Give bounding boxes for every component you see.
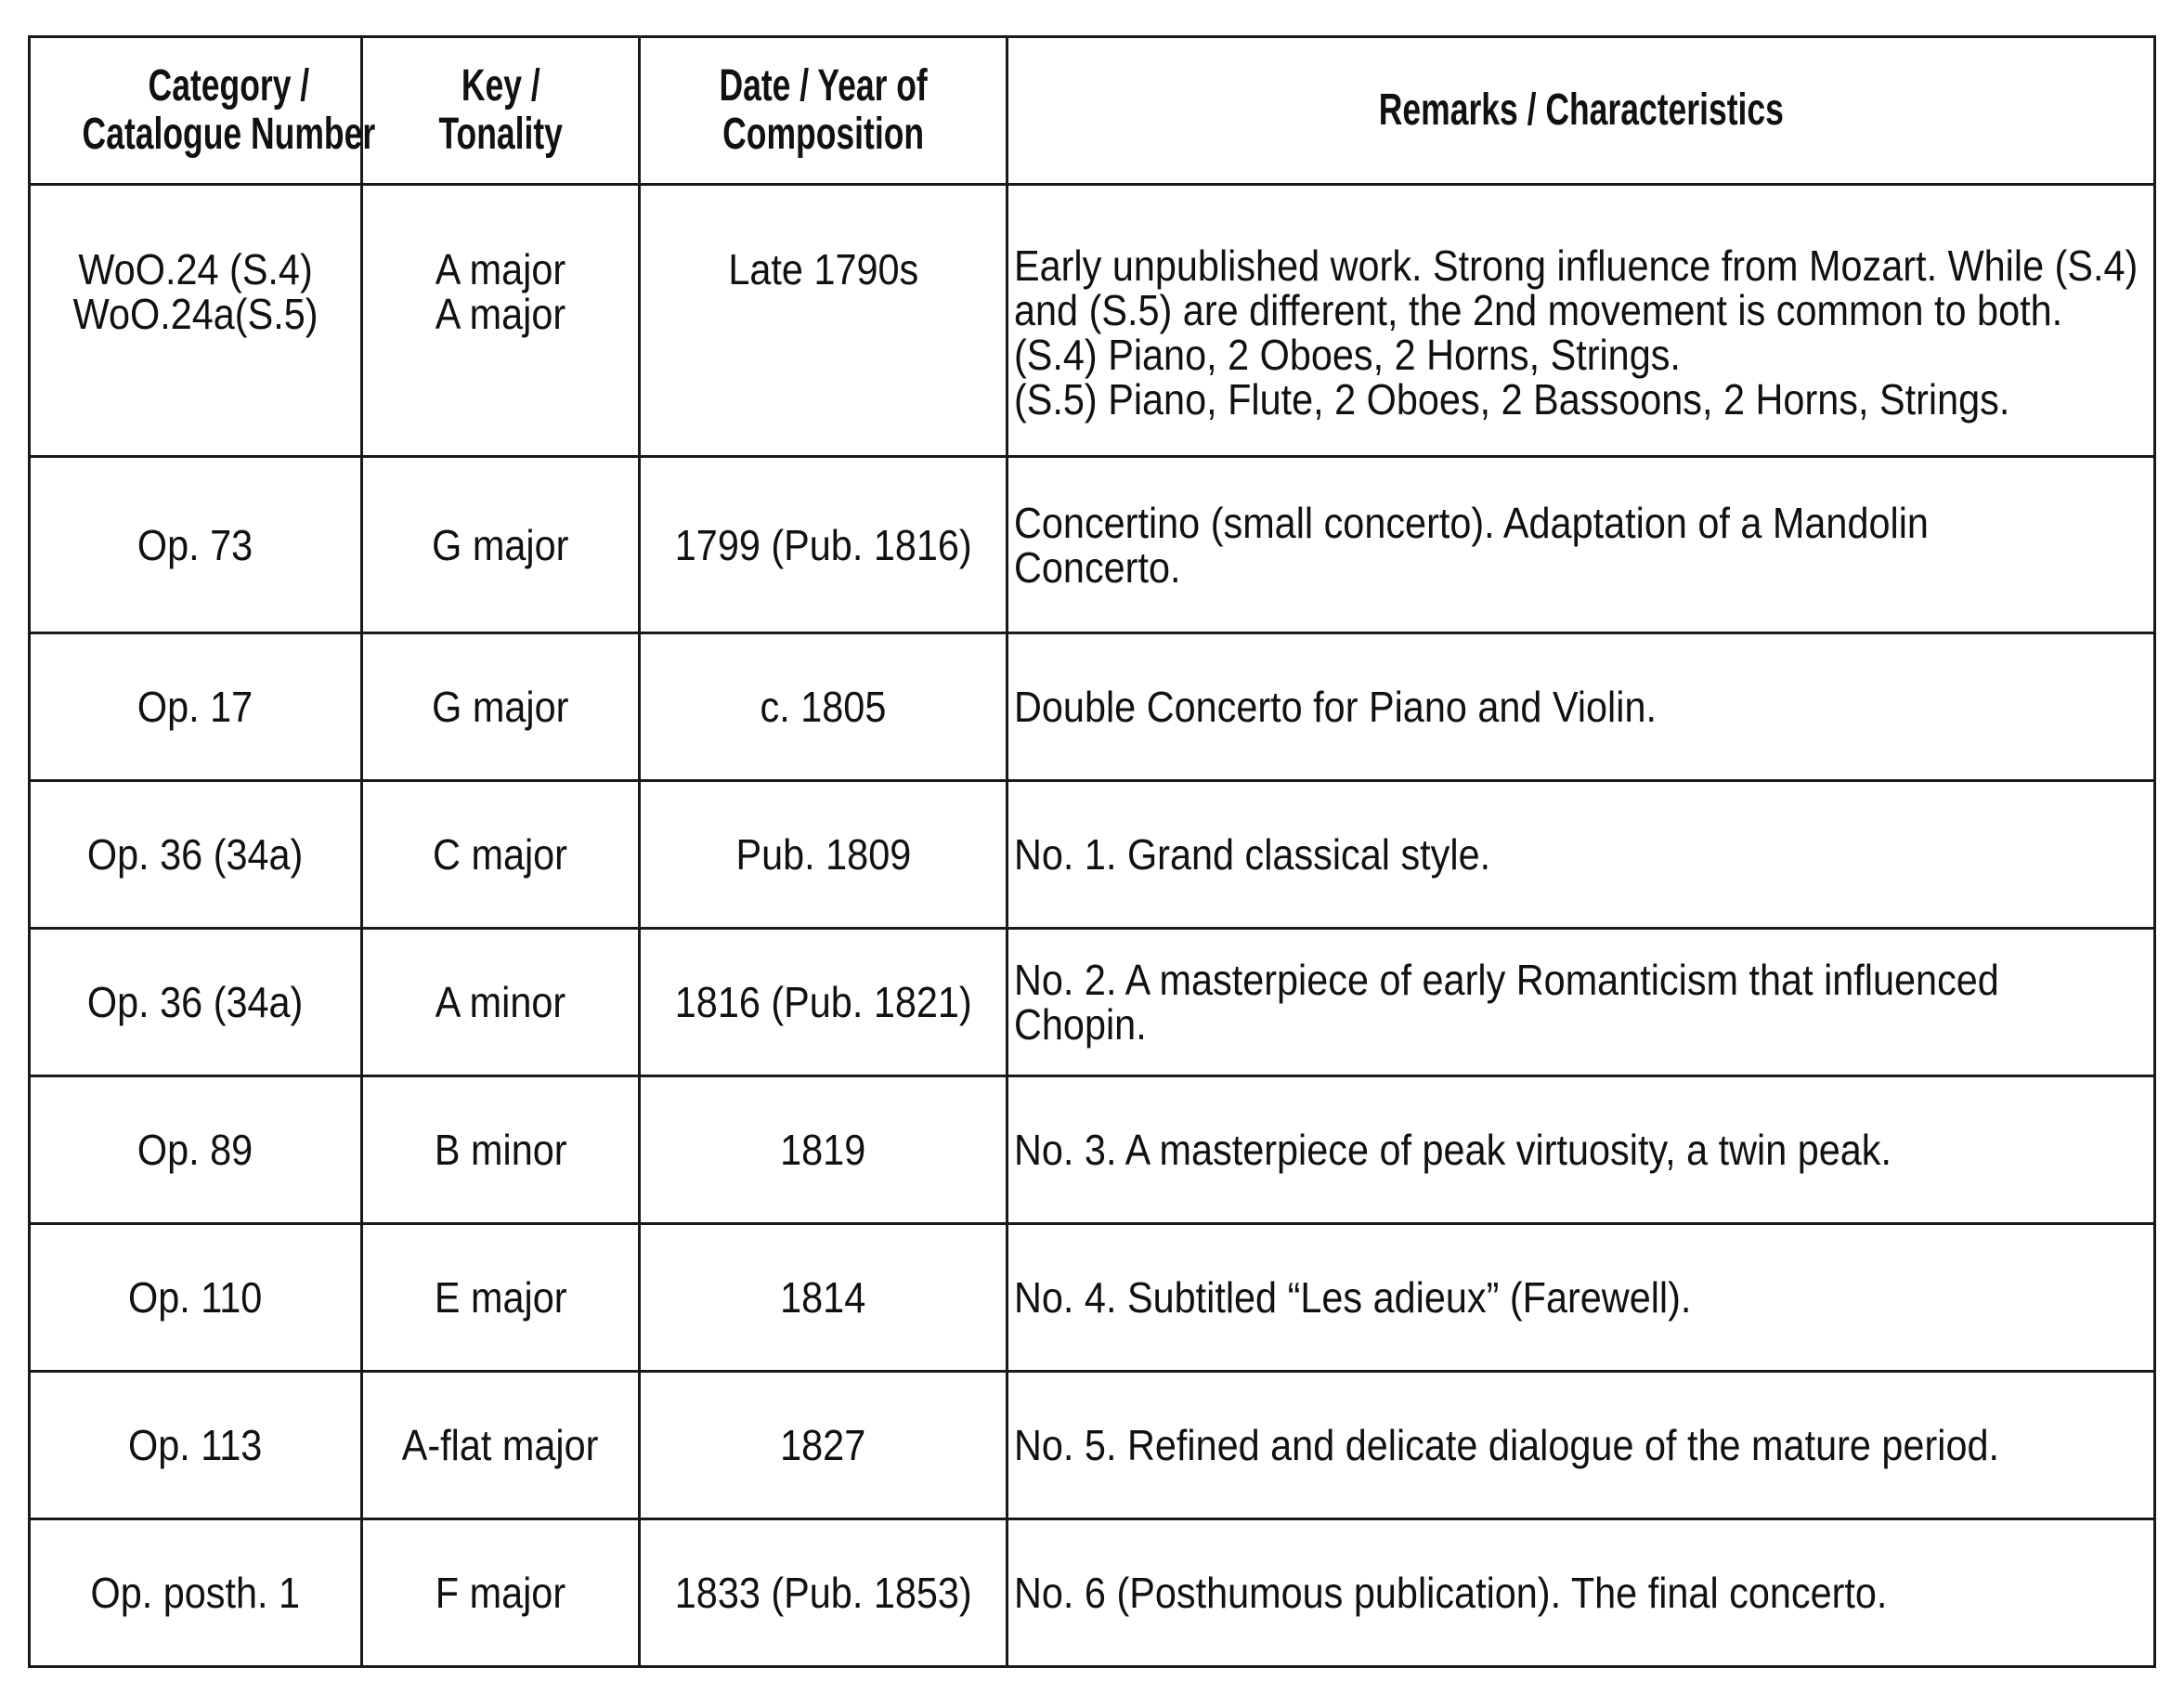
works-table: [28, 35, 2156, 1668]
header-catalogue-line: Category /: [148, 61, 310, 111]
catalogue-text: Op. 110: [128, 1273, 263, 1322]
header-date: [640, 37, 1008, 185]
remarks-cell: [1008, 1372, 2155, 1519]
catalogue-text: Op. 36 (34a): [87, 978, 304, 1026]
remarks-cell: [1008, 929, 2155, 1076]
date-text: 1833 (Pub. 1853): [674, 1569, 972, 1617]
remarks-text: No. 6 (Posthumous publication). The final concerto.: [1014, 1569, 1888, 1617]
table-row: [30, 185, 2155, 457]
key-line: A major: [435, 290, 566, 338]
catalogue-cell: [30, 185, 362, 457]
catalogue-cell: [30, 1076, 362, 1224]
table-row: [30, 1076, 2155, 1224]
catalogue-text: Op. 17: [137, 683, 254, 731]
date-cell: [640, 457, 1008, 633]
catalogue-text: Op. 36 (34a): [87, 830, 304, 879]
catalogue-text: Op. posth. 1: [90, 1569, 301, 1617]
key-text: F major: [435, 1569, 566, 1617]
key-line: A major: [435, 245, 566, 293]
catalogue-cell: [30, 457, 362, 633]
date-cell: [640, 633, 1008, 781]
catalogue-cell: [30, 1372, 362, 1519]
date-text: 1799 (Pub. 1816): [674, 520, 972, 569]
key-cell: [362, 1224, 640, 1372]
key-cell: [362, 929, 640, 1076]
date-text: 1819: [780, 1126, 866, 1174]
remarks-line: (S.4) Piano, 2 Oboes, 2 Horns, Strings.: [1014, 331, 1681, 379]
header-remarks-line: Remarks / Characteristics: [1378, 85, 1784, 135]
remarks-text: Concertino (small concerto). Adaptation of a Mandolin Concerto.: [1014, 498, 1929, 592]
remarks-line: Early unpublished work. Strong influence from Mozart. While (S.4): [1014, 241, 2138, 290]
date-text: 1827: [780, 1421, 866, 1469]
remarks-cell: [1008, 185, 2155, 457]
key-text: A-flat major: [402, 1421, 599, 1469]
date-cell: [640, 1519, 1008, 1667]
remarks-cell: [1008, 781, 2155, 929]
key-cell: [362, 185, 640, 457]
table-row: [30, 1224, 2155, 1372]
catalogue-line: WoO.24 (S.4): [78, 245, 313, 293]
key-text: G major: [432, 683, 569, 731]
key-text: E major: [434, 1273, 567, 1322]
header-catalogue: [30, 37, 376, 185]
table-row: [30, 633, 2155, 781]
catalogue-text: Op. 89: [137, 1126, 254, 1174]
remarks-text: Double Concerto for Piano and Violin.: [1014, 683, 1657, 731]
catalogue-cell: [30, 929, 362, 1076]
key-cell: [362, 1519, 640, 1667]
header-key-line: Tonality: [438, 110, 563, 159]
remarks-text: No. 1. Grand classical style.: [1014, 830, 1491, 879]
date-cell: [640, 1076, 1008, 1224]
key-cell: [362, 633, 640, 781]
catalogue-text: Op. 113: [128, 1421, 263, 1469]
remarks-text: No. 2. A masterpiece of early Romanticism that influenced Chopin.: [1014, 956, 1999, 1049]
header-key-line: Key /: [461, 61, 540, 111]
table-row: [30, 1372, 2155, 1519]
remarks-cell: [1008, 633, 2155, 781]
catalogue-text: Op. 73: [137, 520, 254, 569]
remarks-text: No. 3. A masterpiece of peak virtuosity, a twin peak.: [1014, 1126, 1892, 1174]
catalogue-cell: [30, 1519, 362, 1667]
catalogue-cell: [30, 633, 362, 781]
catalogue-cell: [30, 1224, 362, 1372]
header-row: [30, 37, 2155, 185]
table-row: [30, 457, 2155, 633]
table-row: [30, 781, 2155, 929]
date-text: 1816 (Pub. 1821): [674, 978, 972, 1026]
date-text: Pub. 1809: [735, 830, 911, 879]
header-remarks: [1008, 37, 2155, 185]
key-text: G major: [432, 520, 569, 569]
catalogue-cell: [30, 781, 362, 929]
date-cell: [640, 1224, 1008, 1372]
key-cell: [362, 1372, 640, 1519]
header-catalogue-line: Catalogue Number: [82, 110, 376, 159]
catalogue-line: WoO.24a(S.5): [72, 290, 318, 338]
key-cell: [362, 457, 640, 633]
table-row: [30, 1519, 2155, 1667]
remarks-cell: [1008, 1224, 2155, 1372]
date-line: Late 1790s: [728, 245, 918, 293]
remarks-line: (S.5) Piano, Flute, 2 Oboes, 2 Bassoons, 2 Horns, Strings.: [1014, 375, 2010, 424]
date-cell: [640, 1372, 1008, 1519]
date-cell: [640, 929, 1008, 1076]
key-cell: [362, 781, 640, 929]
key-text: B minor: [434, 1126, 567, 1174]
header-key: [362, 37, 640, 185]
remarks-text: No. 5. Refined and delicate dialogue of the mature period.: [1014, 1421, 2000, 1469]
key-cell: [362, 1076, 640, 1224]
header-date-line: Composition: [722, 110, 924, 159]
remarks-line: and (S.5) are different, the 2nd movement is common to both.: [1014, 286, 2063, 334]
table-row: [30, 929, 2155, 1076]
key-text: A minor: [435, 978, 566, 1026]
remarks-cell: [1008, 1519, 2155, 1667]
date-cell: [640, 781, 1008, 929]
remarks-cell: [1008, 457, 2155, 633]
remarks-cell: [1008, 1076, 2155, 1224]
date-text: c. 1805: [760, 683, 887, 731]
date-cell: [640, 185, 1008, 457]
key-text: C major: [433, 830, 568, 879]
date-text: 1814: [780, 1273, 866, 1322]
header-date-line: Date / Year of: [719, 61, 928, 111]
remarks-text: No. 4. Subtitled “Les adieux” (Farewell).: [1014, 1273, 1692, 1322]
